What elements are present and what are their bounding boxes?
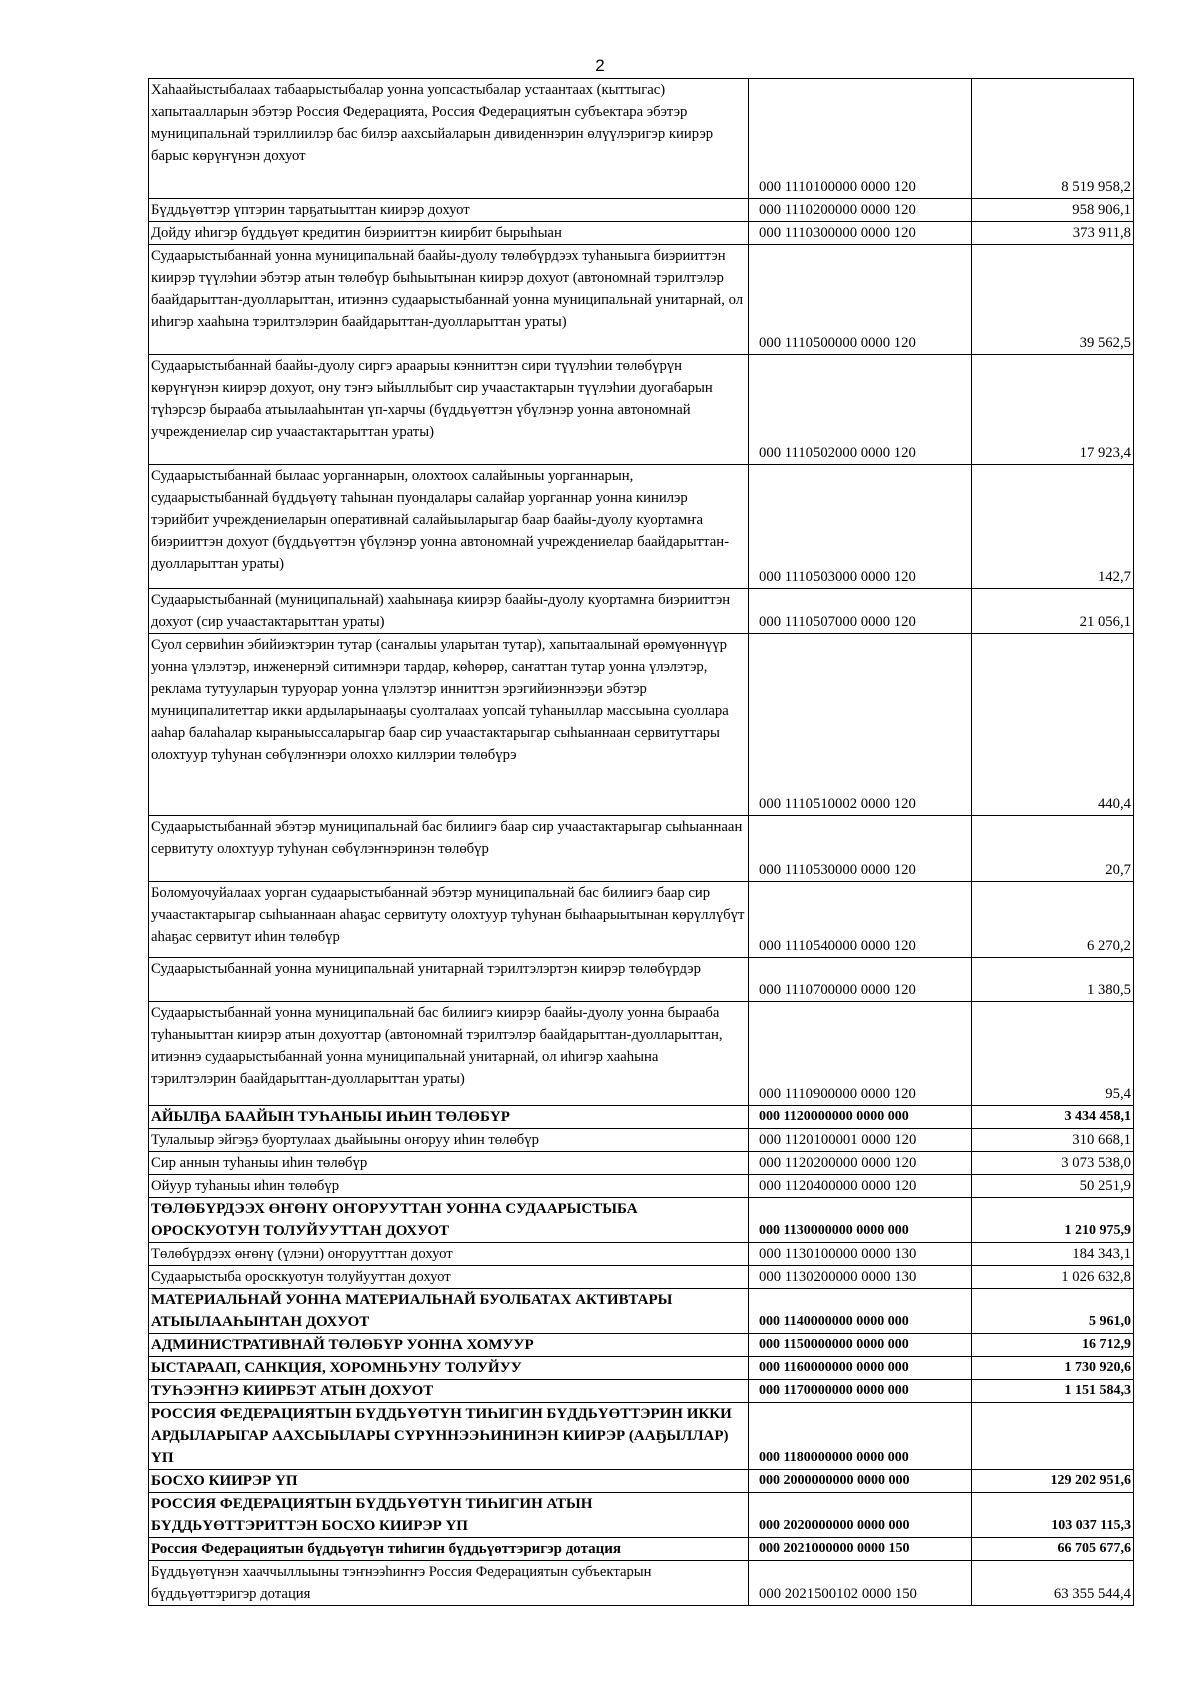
table-row xyxy=(149,1106,1134,1129)
row-amount: 3 434 458,1 xyxy=(972,1106,1134,1129)
row-code: 000 1130100000 0000 130 xyxy=(749,1243,972,1266)
row-amount: 1 380,5 xyxy=(972,958,1134,1002)
row-amount: 17 923,4 xyxy=(972,355,1134,465)
row-code: 000 2000000000 0000 000 xyxy=(749,1470,972,1493)
row-amount: 21 056,1 xyxy=(972,589,1134,634)
table-row xyxy=(149,816,1134,882)
table-row xyxy=(149,465,1134,589)
row-code: 000 1110900000 0000 120 xyxy=(749,1002,972,1106)
table-row xyxy=(149,1470,1134,1493)
row-code: 000 1110300000 0000 120 xyxy=(749,222,972,245)
row-amount: 16 712,9 xyxy=(972,1334,1134,1357)
table-row xyxy=(149,1561,1134,1606)
row-amount: 5 961,0 xyxy=(972,1289,1134,1334)
table-row xyxy=(149,958,1134,1002)
row-description: ЫСТАРААП, САНКЦИЯ, ХОРОМНЬУНУ ТОЛУЙУУ xyxy=(149,1357,749,1380)
table-row xyxy=(149,882,1134,958)
row-code: 000 1120100001 0000 120 xyxy=(749,1129,972,1152)
row-amount: 129 202 951,6 xyxy=(972,1470,1134,1493)
row-amount: 1 210 975,9 xyxy=(972,1198,1134,1243)
table-row xyxy=(149,1380,1134,1403)
table-row xyxy=(149,1266,1134,1289)
table-row xyxy=(149,245,1134,355)
table-row xyxy=(149,355,1134,465)
row-amount: 142,7 xyxy=(972,465,1134,589)
row-description: МАТЕРИАЛЬНАЙ УОННА МАТЕРИАЛЬНАЙ БУОЛБАТАХ АКТИВТАРЫ АТЫЫЛААҺЫНТАН ДОХУОТ xyxy=(149,1289,749,1334)
row-amount: 184 343,1 xyxy=(972,1243,1134,1266)
row-description: Ойуур туһаныы иһин төлөбүр xyxy=(149,1175,749,1198)
row-code: 000 1110502000 0000 120 xyxy=(749,355,972,465)
table-row xyxy=(149,1289,1134,1334)
row-description: Бүддьүөттэр үптэрин тарҕатыыттан киирэр дохуот xyxy=(149,199,749,222)
row-description: Хаһаайыстыбалаах табаарыстыбалар уонна уопсастыбалар устаантаах (кыттыгас) хапытаалларын эбэтэр Россия Федерацията, Россия Федерациятын субъектара эбэтэр муниципальнай тэриллиилэр бас билэр аахсыйаларын дивиденнэрин өлүүлэригэр киирэр барыс көрүҥүнэн дохуот xyxy=(149,79,749,199)
table-row xyxy=(149,634,1134,816)
row-amount: 440,4 xyxy=(972,634,1134,816)
row-code: 000 1140000000 0000 000 xyxy=(749,1289,972,1334)
row-code: 000 1110510002 0000 120 xyxy=(749,634,972,816)
row-amount: 958 906,1 xyxy=(972,199,1134,222)
table-row xyxy=(149,1152,1134,1175)
table-row xyxy=(149,222,1134,245)
row-code: 000 1170000000 0000 000 xyxy=(749,1380,972,1403)
row-amount: 3 073 538,0 xyxy=(972,1152,1134,1175)
table-row xyxy=(149,1493,1134,1538)
row-amount: 39 562,5 xyxy=(972,245,1134,355)
row-description: РОССИЯ ФЕДЕРАЦИЯТЫН БҮДДЬҮӨТҮН ТИҺИГИН БҮДДЬҮӨТТЭРИН ИККИ АРДЫЛАРЫГАР ААХСЫЫЛАРЫ СҮРҮННЭЭҺИНИНЭН КИИРЭР (ААҔЫЛЛАР) ҮП xyxy=(149,1403,749,1470)
row-code: 000 1110500000 0000 120 xyxy=(749,245,972,355)
row-amount: 50 251,9 xyxy=(972,1175,1134,1198)
row-description: РОССИЯ ФЕДЕРАЦИЯТЫН БҮДДЬҮӨТҮН ТИҺИГИН АТЫН БҮДДЬҮӨТТЭРИТТЭН БОСХО КИИРЭР ҮП xyxy=(149,1493,749,1538)
row-code: 000 1130000000 0000 000 xyxy=(749,1198,972,1243)
row-description: Судаарыстыбаннай баайы-дуолу сиргэ араарыы кэнниттэн сири түүлэһии төлөбүрүн көрүҥүнэн киирэр дохуот, ону тэҥэ ыйыллыбыт сир учаастактарын түүлэһии дуогабарын түһэрсэр бырааба атыылааһынтан үп-харчы (бүддьүөттэн үбүлэнэр уонна автономнай учреждениелар сир учаастактарыттан ураты) xyxy=(149,355,749,465)
row-code: 000 1130200000 0000 130 xyxy=(749,1266,972,1289)
row-description: Сир аннын туһаныы иһин төлөбүр xyxy=(149,1152,749,1175)
table-row xyxy=(149,1129,1134,1152)
row-description: Судаарыстыбаннай былаас уорганнарын, олохтоох салайыныы уорганнарын, судаарыстыбаннай бүддьүөтү таһынан пуондалары салайар уорганнар уонна кинилэр тэрийбит учреждениеларын оперативнай салайыыларыгар баар баайы-дуолу куортамҥа биэрииттэн дохуот (бүддьүөттэн үбүлэнэр уонна автономнай учреждениелар баайдарыттан-дуолларыттан ураты) xyxy=(149,465,749,589)
page-number: 2 xyxy=(595,56,605,75)
row-description: Судаарыстыбаннай уонна муниципальнай бас билиигэ киирэр баайы-дуолу уонна бырааба туһаныыттан киирэр атын дохуоттар (автономнай тэрилтэлэр баайдарыттан-дуолларыттан, итиэннэ судаарыстыбаннай уонна муниципальнай унитарнай, ол иһигэр хааһына тэрилтэлэрин баайдарыттан-дуолларыттан ураты) xyxy=(149,1002,749,1106)
row-code: 000 1160000000 0000 000 xyxy=(749,1357,972,1380)
table-row xyxy=(149,79,1134,199)
row-code: 000 1110530000 0000 120 xyxy=(749,816,972,882)
row-description: Судаарыстыбаннай уонна муниципальнай унитарнай тэрилтэлэртэн киирэр төлөбүрдэр xyxy=(149,958,749,1002)
row-description: АДМИНИСТРАТИВНАЙ ТӨЛӨБҮР УОННА ХОМУУР xyxy=(149,1334,749,1357)
row-amount: 63 355 544,4 xyxy=(972,1561,1134,1606)
row-amount: 95,4 xyxy=(972,1002,1134,1106)
table-row xyxy=(149,1357,1134,1380)
row-description: БОСХО КИИРЭР ҮП xyxy=(149,1470,749,1493)
table-row xyxy=(149,589,1134,634)
row-code: 000 2020000000 0000 000 xyxy=(749,1493,972,1538)
table-row xyxy=(149,1175,1134,1198)
row-amount: 1 730 920,6 xyxy=(972,1357,1134,1380)
row-code: 000 1110100000 0000 120 xyxy=(749,79,972,199)
row-description: Төлөбүрдээх өҥөнү (үлэни) оҥоруутттан дохуот xyxy=(149,1243,749,1266)
row-amount: 8 519 958,2 xyxy=(972,79,1134,199)
table-row xyxy=(149,1334,1134,1357)
table-row xyxy=(149,1403,1134,1470)
row-code: 000 1120400000 0000 120 xyxy=(749,1175,972,1198)
row-description: Суол сервиһин эбийиэктэрин тутар (саҥалыы уларытан тутар), хапытаалынай өрөмүөннүүр уонна үлэлэтэр, инженернэй ситимнэри тардар, көһөрөр, саҥаттан тутар уонна үлэлэтэр, реклама тутууларын туруорар уонна үлэлэтэр инниттэн эрэгийиэннээҕи эбэтэр муниципалитеттар икки ардыларынааҕы суолталаах уопсай туһаныллар массыына суоллара ааһар балаһалар кыраныыссаларыгар баар сир учаастактарыгар сыһыаннаан сервитуттары олохтуур туһунан сөбүлэҥнэри олоххо киллэрии төлөбүрэ xyxy=(149,634,749,816)
revenue-table xyxy=(148,78,1134,1606)
row-description: Судаарыстыбаннай (муниципальнай) хааһынаҕа киирэр баайы-дуолу куортамҥа биэрииттэн дохуот (сир учаастактарыттан ураты) xyxy=(149,589,749,634)
row-amount: 1 151 584,3 xyxy=(972,1380,1134,1403)
row-description: АЙЫЛҔА БААЙЫН ТУҺАНЫЫ ИҺИН ТӨЛӨБҮР xyxy=(149,1106,749,1129)
row-amount: 310 668,1 xyxy=(972,1129,1134,1152)
row-code: 000 1150000000 0000 000 xyxy=(749,1334,972,1357)
row-description: Судаарыстыбаннай уонна муниципальнай баайы-дуолу төлөбүрдээх туһаныыга биэрииттэн киирэр түүлэһии эбэтэр атын төлөбүр быһыытынан киирэр дохуот (автономнай тэрилтэлэр баайдарыттан-дуолларыттан, итиэннэ судаарыстыбаннай уонна муниципальнай унитарнай, ол иһигэр хааһына тэрилтэлэрин баайдарыттан-дуолларыттан ураты) xyxy=(149,245,749,355)
row-code: 000 1110200000 0000 120 xyxy=(749,199,972,222)
row-code: 000 1120000000 0000 000 xyxy=(749,1106,972,1129)
row-description: Бүддьүөтүнэн хааччыллыыны тэҥнээһиҥҥэ Россия Федерациятын субъектарын бүддьүөттэригэр дотация xyxy=(149,1561,749,1606)
row-amount: 66 705 677,6 xyxy=(972,1538,1134,1561)
row-description: ТӨЛӨБҮРДЭЭХ ӨҤӨНҮ ОҤОРУУТТАН УОННА СУДААРЫСТЫБА ОРОСКУОТУН ТОЛУЙУУТТАН ДОХУОТ xyxy=(149,1198,749,1243)
row-amount: 373 911,8 xyxy=(972,222,1134,245)
row-code: 000 1110700000 0000 120 xyxy=(749,958,972,1002)
row-code: 000 2021000000 0000 150 xyxy=(749,1538,972,1561)
row-amount xyxy=(972,1403,1134,1470)
table-row xyxy=(149,1198,1134,1243)
table-row xyxy=(149,1538,1134,1561)
row-code: 000 1110540000 0000 120 xyxy=(749,882,972,958)
row-description: ТУҺЭЭҤНЭ КИИРБЭТ АТЫН ДОХУОТ xyxy=(149,1380,749,1403)
row-code: 000 1110507000 0000 120 xyxy=(749,589,972,634)
row-code: 000 2021500102 0000 150 xyxy=(749,1561,972,1606)
row-description: Судаарыстыбаннай эбэтэр муниципальнай бас билиигэ баар сир учаастактарыгар сыһыаннаан сервитуту олохтуур туһунан сөбүлэҥнэринэн төлөбүр xyxy=(149,816,749,882)
table-row xyxy=(149,1243,1134,1266)
row-amount: 1 026 632,8 xyxy=(972,1266,1134,1289)
row-description: Тулалыыр эйгэҕэ буортулаах дьайыыны оҥоруу иһин төлөбүр xyxy=(149,1129,749,1152)
row-amount: 20,7 xyxy=(972,816,1134,882)
row-code: 000 1110503000 0000 120 xyxy=(749,465,972,589)
table-row xyxy=(149,199,1134,222)
row-description: Боломуочуйалаах уорган судаарыстыбаннай эбэтэр муниципальнай бас билиигэ баар сир учаастактарыгар сыһыаннаан аһаҕас сервитуту олохтуур туһунан быһаарыытынан көрүллүбүт аһаҕас сервитут иһин төлөбүр xyxy=(149,882,749,958)
row-description: Россия Федерациятын бүддьүөтүн тиһигин бүддьүөттэригэр дотация xyxy=(149,1538,749,1561)
row-description: Дойду иһигэр бүддьүөт кредитин биэрииттэн киирбит бырыһыан xyxy=(149,222,749,245)
row-code: 000 1180000000 0000 000 xyxy=(749,1403,972,1470)
table-row xyxy=(149,1002,1134,1106)
row-amount: 6 270,2 xyxy=(972,882,1134,958)
row-description: Судаарыстыба оросккуотун толуйууттан дохуот xyxy=(149,1266,749,1289)
row-amount: 103 037 115,3 xyxy=(972,1493,1134,1538)
row-code: 000 1120200000 0000 120 xyxy=(749,1152,972,1175)
